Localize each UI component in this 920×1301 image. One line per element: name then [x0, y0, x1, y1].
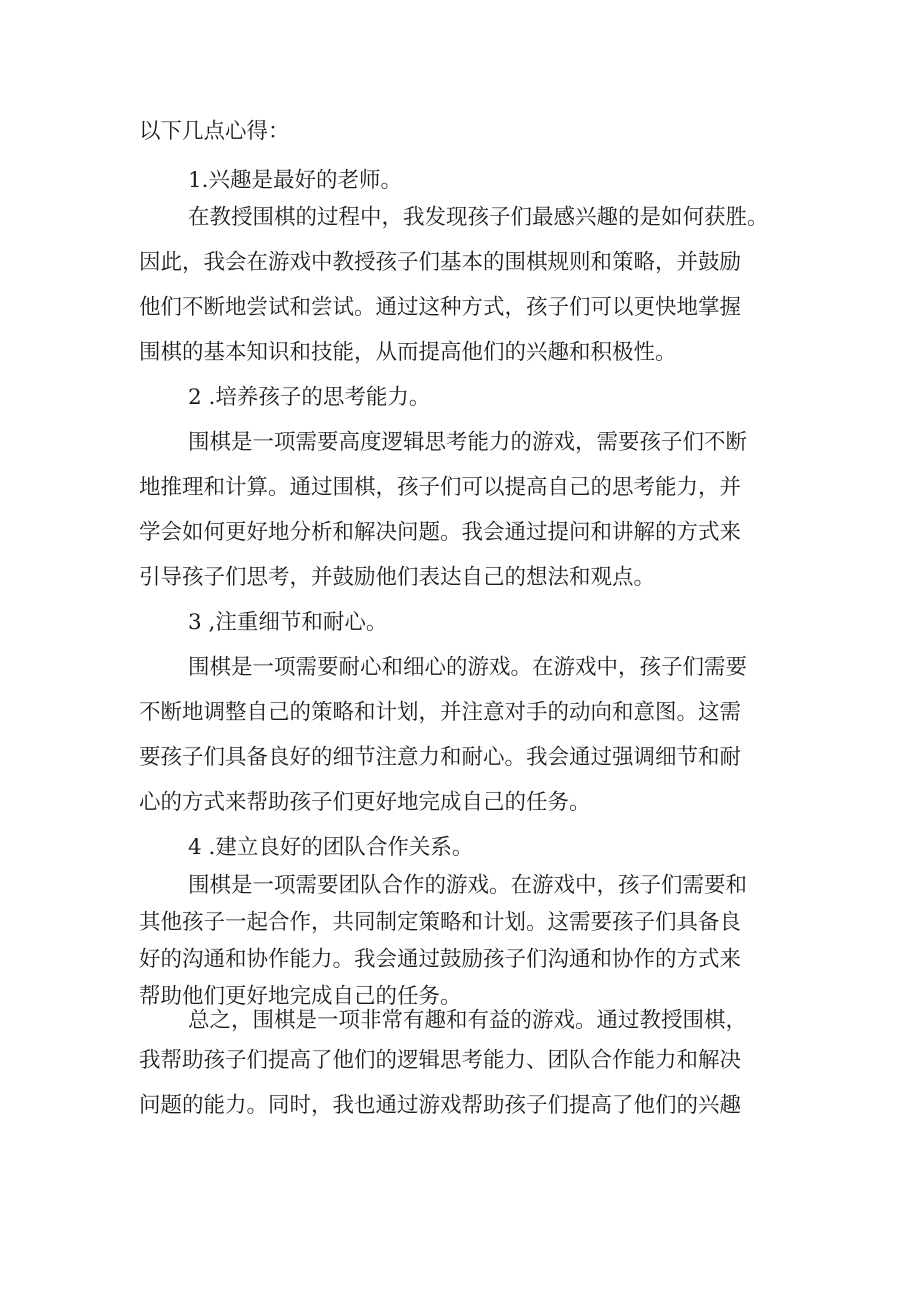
text-line: 4 .建立良好的团队合作关系。 — [188, 835, 474, 860]
paragraph-line — [0, 198, 920, 238]
intro-line — [0, 112, 920, 152]
text-line: 围棋是一项需要高度逻辑思考能力的游戏，需要孩子们不断 — [188, 430, 748, 455]
text-line: 其他孩子一起合作，共同制定策略和计划。这需要孩子们具备良 — [139, 910, 742, 935]
conclusion-line — [0, 1086, 920, 1126]
text-line: 围棋是一项需要耐心和细心的游戏。在游戏中，孩子们需要 — [188, 655, 748, 680]
paragraph-line — [0, 940, 920, 980]
text-line: 在教授围棋的过程中，我发现孩子们最感兴趣的是如何获胜。 — [188, 205, 769, 230]
conclusion-line — [0, 1001, 920, 1041]
paragraph-line — [0, 558, 920, 598]
paragraph-line — [0, 783, 920, 823]
text-line: 地推理和计算。通过围棋，孩子们可以提高自己的思考能力，并 — [139, 475, 742, 500]
paragraph-line — [0, 903, 920, 943]
paragraph-line — [0, 648, 920, 688]
text-line: 帮助他们更好地完成自己的任务。 — [139, 984, 462, 1009]
text-line: 引导孩子们思考，并鼓励他们表达自己的想法和观点。 — [139, 565, 656, 590]
conclusion-line — [0, 1041, 920, 1081]
paragraph-line — [0, 738, 920, 778]
text-line: 不断地调整自己的策略和计划，并注意对手的动向和意图。这需 — [139, 700, 742, 725]
paragraph-line — [0, 693, 920, 733]
heading-detail — [0, 603, 920, 643]
paragraph-line — [0, 243, 920, 283]
heading-teamwork — [0, 828, 920, 868]
text-line: 总之，围棋是一项非常有趣和有益的游戏。通过教授围棋， — [188, 1008, 748, 1033]
text-line: 围棋是一项需要团队合作的游戏。在游戏中，孩子们需要和 — [188, 873, 748, 898]
text-line: 他们不断地尝试和尝试。通过这种方式，孩子们可以更快地掌握 — [139, 295, 742, 320]
text-line: 围棋的基本知识和技能，从而提高他们的兴趣和积极性。 — [139, 340, 677, 365]
paragraph-line — [0, 288, 920, 328]
paragraph-line — [0, 866, 920, 906]
text-line: 以下几点心得： — [139, 119, 290, 144]
paragraph-line — [0, 468, 920, 508]
text-line: 好的沟通和协作能力。我会通过鼓励孩子们沟通和协作的方式来 — [139, 947, 742, 972]
text-line: 因此，我会在游戏中教授孩子们基本的围棋规则和策略，并鼓励 — [139, 250, 742, 275]
text-line: 2 .培养孩子的思考能力。 — [188, 385, 431, 410]
text-line: 我帮助孩子们提高了他们的逻辑思考能力、团队合作能力和解决 — [139, 1048, 742, 1073]
text-line: 3 ,注重细节和耐心。 — [188, 610, 388, 635]
text-line: 要孩子们具备良好的细节注意力和耐心。我会通过强调细节和耐 — [139, 745, 742, 770]
text-line: 1.兴趣是最好的老师。 — [188, 168, 403, 193]
paragraph-line — [0, 513, 920, 553]
heading-thinking — [0, 378, 920, 418]
text-line: 学会如何更好地分析和解决问题。我会通过提问和讲解的方式来 — [139, 520, 742, 545]
paragraph-line — [0, 333, 920, 373]
text-line: 问题的能力。同时，我也通过游戏帮助孩子们提高了他们的兴趣 — [139, 1093, 742, 1118]
paragraph-line — [0, 423, 920, 463]
heading-interest — [0, 161, 920, 201]
text-line: 心的方式来帮助孩子们更好地完成自己的任务。 — [139, 790, 591, 815]
